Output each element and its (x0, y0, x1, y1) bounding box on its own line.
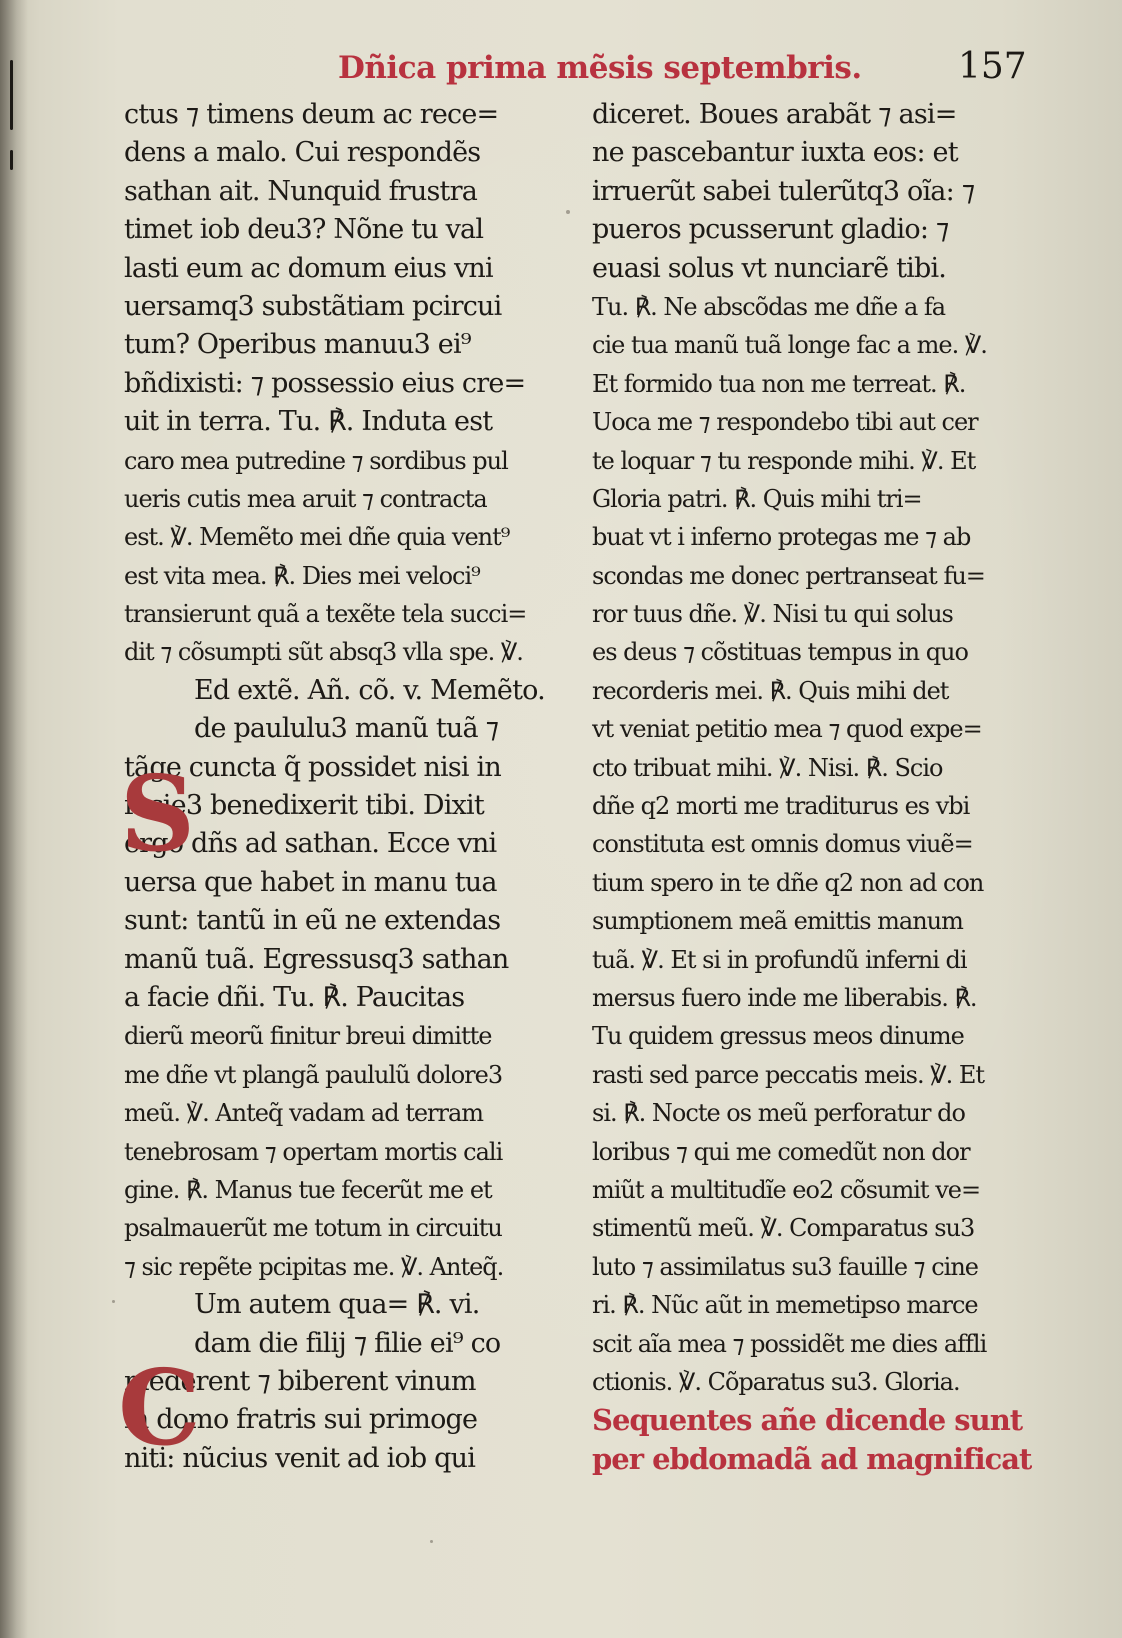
text-line: stimentũ meũ. ℣. Comparatus su3 (592, 1214, 975, 1243)
text-line: diceret. Boues arabãt ⁊ asi= (592, 99, 957, 130)
text-line: miũt a multitudĩe eo2 cõsumit ve= (592, 1175, 981, 1204)
text-line: in domo fratris sui primoge (124, 1404, 478, 1436)
text-line: dierũ meorũ finitur breui dimitte (124, 1022, 492, 1051)
text-line: dñe q2 morti me traditurus es vbi (592, 792, 970, 821)
text-line: transierunt quã a texẽte tela succi= (124, 600, 527, 629)
text-line: buat vt i inferno protegas me ⁊ ab (592, 523, 971, 552)
text-line: Um autem qua= ℟. vi. (194, 1289, 480, 1321)
text-line: uit in terra. Tu. ℟. Induta est (124, 406, 493, 438)
text-line: ne pascebantur iuxta eos: et (592, 137, 958, 169)
text-line: tium spero in te dñe q2 non ad con (592, 868, 984, 897)
text-line: caro mea putredine ⁊ sordibus pul (124, 446, 508, 475)
text-line: tuã. ℣. Et si in profundũ inferni di (592, 945, 967, 974)
gutter-mark (10, 150, 13, 170)
text-line: lasti eum ac domum eius vni (124, 252, 493, 284)
right-column (592, 96, 1032, 1478)
text-line: te loquar ⁊ tu responde mihi. ℣. Et (592, 446, 976, 475)
text-line: dens a malo. Cui respondẽs (124, 137, 481, 169)
text-line: scit aĩa mea ⁊ possidẽt me dies affli (592, 1329, 987, 1358)
text-line: psalmauerũt me totum in circuitu (124, 1214, 502, 1243)
text-line: uersamq3 substãtiam pcircui (124, 290, 502, 322)
text-line: sunt: tantũ in eũ ne extendas (124, 905, 501, 937)
text-line: ror tuus dñe. ℣. Nisi tu qui solus (592, 600, 953, 629)
text-line: rasti sed parce peccatis meis. ℣. Et (592, 1060, 985, 1089)
text-line: ueris cutis mea aruit ⁊ contracta (124, 484, 487, 513)
text-line: a facie dñi. Tu. ℟. Paucitas (124, 981, 465, 1013)
text-line: est vita mea. ℟. Dies mei veloci⁹ (124, 561, 480, 590)
text-line: euasi solus vt nunciarẽ tibi. (592, 252, 947, 284)
text-line: Gloria patri. ℟. Quis mihi tri= (592, 484, 922, 513)
text-line: irruerũt sabei tulerũtq3 oĩa: ⁊ (592, 175, 975, 207)
text-line: mersus fuero inde me liberabis. ℟. (592, 983, 977, 1012)
text-line: tenebrosam ⁊ opertam mortis cali (124, 1137, 503, 1166)
text-line: ergo dñs ad sathan. Ecce vni (124, 828, 497, 860)
text-line: facie3 benedixerit tibi. Dixit (124, 790, 484, 822)
text-line: recorderis mei. ℟. Quis mihi det (592, 676, 949, 705)
text-line: cto tribuat mihi. ℣. Nisi. ℟. Scio (592, 753, 943, 782)
text-line: niti: nũcius venit ad iob qui (124, 1442, 476, 1474)
text-line: tum? Operibus manuu3 ei⁹ (124, 329, 471, 361)
text-line: es deus ⁊ cõstituas tempus in quo (592, 638, 968, 667)
text-line: scondas me donec pertranseat fu= (592, 561, 985, 590)
text-line: dam die filij ⁊ filie ei⁹ co (194, 1327, 501, 1359)
text-line: loribus ⁊ qui me comedũt non dor (592, 1137, 970, 1166)
text-line: pueros pcusserunt gladio: ⁊ (592, 214, 949, 246)
text-line: ⁊ sic repẽte pcipitas me. ℣. Anteq̃. (124, 1252, 504, 1281)
text-line: Tu quidem gressus meos dinume (592, 1022, 964, 1051)
text-line: Et formido tua non me terreat. ℟. (592, 369, 966, 398)
decorated-initial-s: S (120, 752, 196, 875)
text-line: bñdixisti: ⁊ possessio eius cre= (124, 367, 526, 399)
text-line: mederent ⁊ biberent vinum (124, 1365, 476, 1397)
text-line: ctionis. ℣. Cõparatus su3. Gloria. (592, 1367, 960, 1396)
text-line: de paululu3 manũ tuã ⁊ (194, 713, 499, 745)
left-column (118, 96, 554, 1478)
text-line: meũ. ℣. Anteq̃ vadam ad terram (124, 1099, 484, 1128)
text-line: uersa que habet in manu tua (124, 866, 497, 898)
text-line: Tu. ℟. Ne abscõdas me dñe a fa (592, 292, 946, 321)
folio-number: 157 (958, 46, 1027, 87)
text-line: luto ⁊ assimilatus su3 fauille ⁊ cine (592, 1252, 979, 1281)
text-line: Uoca me ⁊ respondebo tibi aut cer (592, 408, 978, 437)
text-line: vt veniat petitio mea ⁊ quod expe= (592, 715, 982, 744)
text-line: me dñe vt plangã paululũ dolore3 (124, 1060, 503, 1089)
text-line: manũ tuã. Egressusq3 sathan (124, 943, 509, 975)
text-line: ctus ⁊ timens deum ac rece= (124, 99, 499, 130)
ink-speck (566, 210, 570, 214)
text-line: constituta est omnis domus viuẽ= (592, 830, 973, 859)
rubric-line: Sequentes añe dicende sunt (592, 1403, 1023, 1438)
text-line: est. ℣. Memẽto mei dñe quia vent⁹ (124, 523, 510, 552)
decorated-initial-c: C (118, 1346, 201, 1469)
text-line: tãge cuncta q̃ possidet nisi in (124, 751, 501, 783)
gutter-shadow (0, 0, 28, 1638)
ink-speck (112, 1300, 115, 1303)
text-line: Ed extẽ. Añ. cõ. v. Memẽto. (194, 674, 545, 706)
text-line: sumptionem meã emittis manum (592, 907, 963, 936)
text-line: si. ℟. Nocte os meũ perforatur do (592, 1099, 965, 1128)
text-line: ri. ℟. Nũc aũt in memetipso marce (592, 1291, 978, 1320)
ink-speck (430, 1540, 433, 1543)
text-line: gine. ℟. Manus tue fecerũt me et (124, 1175, 492, 1204)
text-line: cie tua manũ tuã longe fac a me. ℣. (592, 331, 987, 360)
text-line: timet iob deu3? Nõne tu val (124, 214, 484, 246)
gutter-mark (10, 60, 13, 130)
rubric-line: per ebdomadã ad magnificat (592, 1441, 1032, 1476)
running-head: Dñica prima mẽsis septembris. (338, 50, 862, 86)
text-line: dit ⁊ cõsumpti sũt absq3 vlla spe. ℣. (124, 638, 523, 667)
text-line: sathan ait. Nunquid frustra (124, 175, 477, 207)
